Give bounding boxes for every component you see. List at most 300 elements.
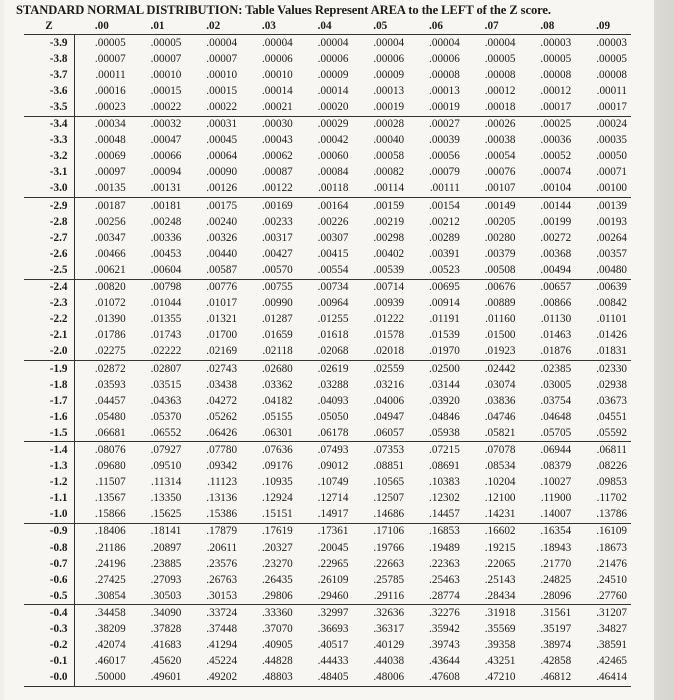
area-value-cell: .00005 — [540, 52, 572, 65]
area-value-cell: .00004 — [317, 36, 349, 49]
area-value-cell: .01700 — [206, 329, 238, 342]
area-value-cell: .00205 — [484, 215, 516, 228]
table-row — [24, 51, 631, 67]
area-value-cell: .00024 — [596, 118, 627, 131]
area-value-cell: .38591 — [596, 639, 627, 652]
area-value-cell: .24510 — [596, 573, 627, 586]
area-value-cell: .05155 — [261, 410, 293, 423]
area-value-cell: .43644 — [429, 655, 460, 668]
table-row — [24, 638, 631, 654]
z-score-cell: -0.7 — [24, 556, 74, 572]
area-value-cell: .49601 — [130, 670, 186, 687]
area-value-cell: .41683 — [150, 639, 182, 652]
area-value-cell: .05592 — [575, 425, 631, 442]
column-header: .09 — [575, 18, 631, 35]
area-value-cell: .00090 — [206, 166, 238, 179]
area-value-cell: .18406 — [94, 525, 126, 538]
area-value-cell: .06681 — [74, 425, 130, 442]
area-value-cell: .00015 — [150, 84, 182, 97]
area-value-cell: .03515 — [150, 378, 182, 391]
area-value-cell: .37448 — [206, 623, 238, 636]
area-value-cell: .00020 — [297, 99, 353, 116]
area-value-cell: .00820 — [94, 281, 126, 294]
area-value-cell: .00013 — [373, 84, 405, 97]
area-value-cell: .06301 — [241, 425, 297, 442]
z-score-cell: -3.7 — [24, 67, 74, 83]
area-value-cell: .44433 — [317, 655, 349, 668]
table-row — [24, 475, 631, 491]
area-value-cell: .00169 — [261, 199, 293, 212]
area-value-cell: .25463 — [429, 573, 460, 586]
area-value-cell: .04363 — [150, 394, 182, 407]
area-value-cell: .08226 — [596, 460, 627, 473]
area-value-cell: .11507 — [95, 476, 126, 489]
area-value-cell: .00199 — [540, 215, 572, 228]
area-value-cell: .03438 — [206, 378, 238, 391]
area-value-cell: .00048 — [94, 134, 126, 147]
area-value-cell: .00079 — [429, 166, 460, 179]
area-value-cell: .00010 — [150, 68, 182, 81]
header-row — [24, 18, 631, 35]
z-score-cell: -2.1 — [24, 328, 74, 344]
column-header: .03 — [241, 18, 297, 35]
area-value-cell: .34090 — [150, 606, 182, 619]
area-value-cell: .30153 — [185, 588, 241, 605]
area-value-cell: .00126 — [185, 181, 241, 198]
table-row — [24, 393, 631, 409]
z-score-cell: -2.4 — [24, 279, 74, 296]
area-value-cell: .11900 — [540, 492, 572, 505]
area-value-cell: .00005 — [596, 52, 627, 65]
area-value-cell: .01659 — [261, 329, 293, 342]
area-value-cell: .05262 — [206, 410, 238, 423]
z-score-cell: -2.2 — [24, 312, 74, 328]
area-value-cell: .05821 — [464, 425, 520, 442]
area-value-cell: .06057 — [352, 425, 408, 442]
area-value-cell: .03144 — [429, 378, 460, 391]
area-value-cell: .01130 — [540, 313, 572, 326]
area-value-cell: .00031 — [206, 118, 238, 131]
area-value-cell: .37070 — [261, 623, 293, 636]
z-score-cell: -2.8 — [24, 214, 74, 230]
area-value-cell: .02500 — [429, 362, 460, 375]
area-value-cell: .00317 — [261, 231, 293, 244]
area-value-cell: .00187 — [94, 199, 126, 212]
z-score-cell: -3.3 — [24, 133, 74, 149]
area-value-cell: .38209 — [94, 623, 126, 636]
z-score-cell: -0.6 — [24, 572, 74, 588]
area-value-cell: .14007 — [520, 507, 576, 524]
area-value-cell: .00657 — [540, 281, 572, 294]
z-score-cell: -1.3 — [24, 459, 74, 475]
area-value-cell: .02559 — [373, 362, 405, 375]
area-value-cell: .17361 — [317, 525, 349, 538]
area-value-cell: .00100 — [575, 181, 631, 198]
area-value-cell: .00280 — [484, 231, 516, 244]
area-value-cell: .42074 — [94, 639, 126, 652]
area-value-cell: .16853 — [429, 525, 460, 538]
column-header: .07 — [464, 18, 520, 35]
area-value-cell: .00022 — [185, 99, 241, 116]
area-value-cell: .00111 — [408, 181, 464, 198]
area-value-cell: .00494 — [520, 262, 576, 279]
area-value-cell: .00005 — [150, 36, 182, 49]
area-value-cell: .00007 — [206, 52, 238, 65]
area-value-cell: .21476 — [596, 557, 627, 570]
z-score-cell: -1.5 — [24, 425, 74, 442]
area-value-cell: .35942 — [429, 623, 460, 636]
area-value-cell: .00233 — [261, 215, 293, 228]
area-value-cell: .26435 — [261, 573, 293, 586]
area-value-cell: .00004 — [484, 36, 516, 49]
z-score-cell: -1.8 — [24, 377, 74, 393]
area-value-cell: .39358 — [484, 639, 516, 652]
area-value-cell: .36693 — [317, 623, 349, 636]
area-value-cell: .01786 — [94, 329, 126, 342]
area-value-cell: .03074 — [484, 378, 516, 391]
column-header: .04 — [297, 18, 353, 35]
area-value-cell: .00298 — [373, 231, 405, 244]
area-value-cell: .00025 — [540, 118, 572, 131]
table-row — [24, 165, 631, 181]
z-column-header: Z — [24, 18, 74, 35]
area-value-cell: .00009 — [317, 68, 349, 81]
area-value-cell: .00003 — [540, 36, 572, 49]
table-row — [24, 588, 631, 605]
area-value-cell: .03005 — [540, 378, 572, 391]
z-score-cell: -1.6 — [24, 409, 74, 425]
area-value-cell: .00135 — [74, 181, 130, 198]
area-value-cell: .06178 — [297, 425, 353, 442]
area-value-cell: .01160 — [485, 313, 516, 326]
table-row — [24, 279, 631, 296]
z-score-cell: -3.5 — [24, 99, 74, 116]
area-value-cell: .00508 — [464, 262, 520, 279]
area-value-cell: .20045 — [317, 541, 349, 554]
area-value-cell: .21770 — [540, 557, 572, 570]
area-value-cell: .00248 — [150, 215, 182, 228]
area-value-cell: .36317 — [373, 623, 405, 636]
z-score-cell: -0.9 — [24, 523, 74, 540]
area-value-cell: .10565 — [373, 476, 405, 489]
area-value-cell: .05705 — [520, 425, 576, 442]
area-value-cell: .01970 — [408, 344, 464, 361]
z-score-cell: -0.3 — [24, 621, 74, 637]
area-value-cell: .00307 — [317, 231, 349, 244]
area-value-cell: .00062 — [261, 150, 293, 163]
area-value-cell: .02872 — [94, 362, 126, 375]
table-row — [24, 605, 631, 622]
z-score-cell: -2.6 — [24, 246, 74, 262]
area-value-cell: .27760 — [575, 588, 631, 605]
area-value-cell: .06944 — [540, 443, 572, 456]
area-value-cell: .17879 — [206, 525, 238, 538]
area-value-cell: .00914 — [429, 297, 460, 310]
area-value-cell: .00154 — [429, 199, 460, 212]
area-value-cell: .32997 — [317, 606, 349, 619]
area-value-cell: .49202 — [185, 670, 241, 687]
area-value-cell: .10935 — [261, 476, 293, 489]
area-value-cell: .23576 — [206, 557, 238, 570]
area-value-cell: .07215 — [429, 443, 460, 456]
area-value-cell: .20897 — [150, 541, 182, 554]
table-title: STANDARD NORMAL DISTRIBUTION: Table Values Represent AREA to the LEFT of the Z score. — [16, 3, 551, 17]
area-value-cell: .07493 — [317, 443, 349, 456]
area-value-cell: .01876 — [520, 344, 576, 361]
area-value-cell: .00084 — [317, 166, 349, 179]
area-value-cell: .00990 — [261, 297, 293, 310]
area-value-cell: .27425 — [94, 573, 126, 586]
area-value-cell: .00010 — [261, 68, 293, 81]
area-value-cell: .01191 — [429, 313, 460, 326]
area-value-cell: .07636 — [261, 443, 293, 456]
area-value-cell: .01463 — [540, 329, 572, 342]
area-value-cell: .00056 — [429, 150, 460, 163]
area-value-cell: .18673 — [596, 541, 627, 554]
area-value-cell: .00539 — [352, 262, 408, 279]
z-score-cell: -3.1 — [24, 165, 74, 181]
area-value-cell: .00050 — [596, 150, 627, 163]
area-value-cell: .00695 — [429, 281, 460, 294]
area-value-cell: .10383 — [429, 476, 460, 489]
area-value-cell: .46017 — [94, 655, 126, 668]
area-value-cell: .00015 — [206, 84, 238, 97]
area-value-cell: .00391 — [429, 247, 460, 260]
area-value-cell: .05480 — [94, 410, 126, 423]
area-value-cell: .15386 — [185, 507, 241, 524]
area-value-cell: .02442 — [484, 362, 516, 375]
table-row — [24, 35, 631, 52]
table-row — [24, 556, 631, 572]
area-value-cell: .00755 — [261, 281, 293, 294]
area-value-cell: .00022 — [130, 99, 186, 116]
table-row — [24, 296, 631, 312]
area-value-cell: .00144 — [540, 199, 572, 212]
area-value-cell: .42465 — [596, 655, 627, 668]
area-value-cell: .00018 — [464, 99, 520, 116]
area-value-cell: .19766 — [373, 541, 405, 554]
table-row — [24, 214, 631, 230]
area-value-cell: .00006 — [373, 52, 405, 65]
area-value-cell: .31207 — [596, 606, 627, 619]
area-value-cell: .04846 — [429, 410, 460, 423]
area-value-cell: .00011 — [596, 84, 627, 97]
table-row — [24, 360, 631, 377]
area-value-cell: .34827 — [596, 623, 627, 636]
area-value-cell: .04272 — [206, 394, 238, 407]
area-value-cell: .02938 — [596, 378, 627, 391]
z-score-cell: -0.2 — [24, 638, 74, 654]
area-value-cell: .09853 — [596, 476, 627, 489]
area-value-cell: .00043 — [261, 134, 293, 147]
area-value-cell: .00368 — [540, 247, 572, 260]
area-value-cell: .46812 — [520, 670, 576, 687]
table-row — [24, 491, 631, 507]
area-value-cell: .23270 — [261, 557, 293, 570]
table-row — [24, 99, 631, 116]
area-value-cell: .00336 — [150, 231, 182, 244]
area-value-cell: .23885 — [150, 557, 182, 570]
area-value-cell: .00007 — [94, 52, 126, 65]
area-value-cell: .13350 — [150, 492, 182, 505]
table-row — [24, 621, 631, 637]
column-header: .01 — [130, 18, 186, 35]
area-value-cell: .14457 — [408, 507, 464, 524]
area-value-cell: .02330 — [596, 362, 627, 375]
area-value-cell: .26763 — [206, 573, 238, 586]
table-row — [24, 459, 631, 475]
area-value-cell: .16354 — [540, 525, 572, 538]
area-value-cell: .06426 — [185, 425, 241, 442]
area-value-cell: .11123 — [207, 476, 238, 489]
area-value-cell: .04006 — [373, 394, 405, 407]
area-value-cell: .09176 — [261, 460, 293, 473]
area-value-cell: .31918 — [484, 606, 516, 619]
area-value-cell: .09012 — [317, 460, 349, 473]
area-value-cell: .07780 — [206, 443, 238, 456]
z-score-cell: -2.9 — [24, 198, 74, 215]
area-value-cell: .01426 — [596, 329, 627, 342]
area-value-cell: .00036 — [540, 134, 572, 147]
table-row — [24, 523, 631, 540]
area-value-cell: .00004 — [206, 36, 238, 49]
area-value-cell: .12507 — [373, 492, 405, 505]
z-score-cell: -3.8 — [24, 51, 74, 67]
area-value-cell: .00149 — [484, 199, 516, 212]
area-value-cell: .00415 — [317, 247, 349, 260]
area-value-cell: .46414 — [575, 670, 631, 687]
table-row — [24, 116, 631, 133]
area-value-cell: .04182 — [261, 394, 293, 407]
area-value-cell: .00621 — [74, 262, 130, 279]
table-row — [24, 425, 631, 442]
table-body — [24, 35, 631, 687]
area-value-cell: .00023 — [74, 99, 130, 116]
area-value-cell: .01618 — [317, 329, 349, 342]
area-value-cell: .04947 — [373, 410, 405, 423]
table-row — [24, 409, 631, 425]
area-value-cell: .00357 — [596, 247, 627, 260]
area-value-cell: .02680 — [261, 362, 293, 375]
area-value-cell: .00272 — [540, 231, 572, 244]
area-value-cell: .00005 — [484, 52, 516, 65]
area-value-cell: .00139 — [596, 199, 627, 212]
table-row — [24, 540, 631, 556]
area-value-cell: .38974 — [540, 639, 572, 652]
area-value-cell: .48803 — [241, 670, 297, 687]
area-value-cell: .30854 — [74, 588, 130, 605]
table-row — [24, 198, 631, 215]
area-value-cell: .09510 — [150, 460, 182, 473]
area-value-cell: .11314 — [151, 476, 182, 489]
area-value-cell: .18141 — [150, 525, 182, 538]
area-value-cell: .00118 — [297, 181, 353, 198]
area-value-cell: .02807 — [150, 362, 182, 375]
area-value-cell: .02275 — [74, 344, 130, 361]
area-value-cell: .15866 — [74, 507, 130, 524]
area-value-cell: .37828 — [150, 623, 182, 636]
area-value-cell: .02169 — [185, 344, 241, 361]
area-value-cell: .47210 — [464, 670, 520, 687]
area-value-cell: .00427 — [261, 247, 293, 260]
area-value-cell: .18943 — [540, 541, 572, 554]
area-value-cell: .00175 — [206, 199, 238, 212]
area-value-cell: .27093 — [150, 573, 182, 586]
area-value-cell: .34458 — [94, 606, 126, 619]
area-value-cell: .03754 — [540, 394, 572, 407]
z-score-cell: -1.0 — [24, 507, 74, 524]
area-value-cell: .33360 — [261, 606, 293, 619]
z-score-cell: -1.2 — [24, 475, 74, 491]
area-value-cell: .33724 — [206, 606, 238, 619]
area-value-cell: .00964 — [317, 297, 349, 310]
area-value-cell: .02385 — [540, 362, 572, 375]
z-score-cell: -1.7 — [24, 393, 74, 409]
area-value-cell: .11702 — [596, 492, 627, 505]
area-value-cell: .00019 — [408, 99, 464, 116]
area-value-cell: .30503 — [130, 588, 186, 605]
area-value-cell: .00714 — [373, 281, 405, 294]
area-value-cell: .01222 — [373, 313, 405, 326]
area-value-cell: .00032 — [150, 118, 182, 131]
area-value-cell: .03836 — [484, 394, 516, 407]
area-value-cell: .00008 — [484, 68, 516, 81]
z-score-cell: -1.4 — [24, 442, 74, 459]
z-score-cell: -2.3 — [24, 296, 74, 312]
area-value-cell: .44038 — [373, 655, 405, 668]
area-value-cell: .00842 — [596, 297, 627, 310]
area-value-cell: .00240 — [206, 215, 238, 228]
area-value-cell: .04746 — [484, 410, 516, 423]
area-value-cell: .00453 — [150, 247, 182, 260]
table-row — [24, 377, 631, 393]
area-value-cell: .02743 — [206, 362, 238, 375]
z-score-cell: -2.0 — [24, 344, 74, 361]
z-score-cell: -0.4 — [24, 605, 74, 622]
area-value-cell: .00005 — [94, 36, 126, 49]
area-value-cell: .00026 — [484, 118, 516, 131]
area-value-cell: .28774 — [408, 588, 464, 605]
area-value-cell: .00379 — [484, 247, 516, 260]
area-value-cell: .00069 — [94, 150, 126, 163]
area-value-cell: .00017 — [520, 99, 576, 116]
area-value-cell: .00010 — [206, 68, 238, 81]
z-score-cell: -2.5 — [24, 262, 74, 279]
area-value-cell: .08691 — [429, 460, 460, 473]
area-value-cell: .10204 — [484, 476, 516, 489]
area-value-cell: .00676 — [484, 281, 516, 294]
area-value-cell: .00076 — [484, 166, 516, 179]
area-value-cell: .08851 — [373, 460, 405, 473]
area-value-cell: .00104 — [520, 181, 576, 198]
area-value-cell: .00054 — [484, 150, 516, 163]
area-value-cell: .19215 — [484, 541, 516, 554]
area-value-cell: .17106 — [373, 525, 405, 538]
area-value-cell: .03593 — [94, 378, 126, 391]
area-value-cell: .35197 — [540, 623, 572, 636]
area-value-cell: .00006 — [429, 52, 460, 65]
area-value-cell: .00004 — [429, 36, 460, 49]
area-value-cell: .48006 — [352, 670, 408, 687]
area-value-cell: .00466 — [94, 247, 126, 260]
area-value-cell: .04457 — [94, 394, 126, 407]
area-value-cell: .00480 — [575, 262, 631, 279]
area-value-cell: .00052 — [540, 150, 572, 163]
area-value-cell: .06811 — [596, 443, 627, 456]
area-value-cell: .00058 — [373, 150, 405, 163]
area-value-cell: .01044 — [150, 297, 182, 310]
area-value-cell: .00554 — [297, 262, 353, 279]
